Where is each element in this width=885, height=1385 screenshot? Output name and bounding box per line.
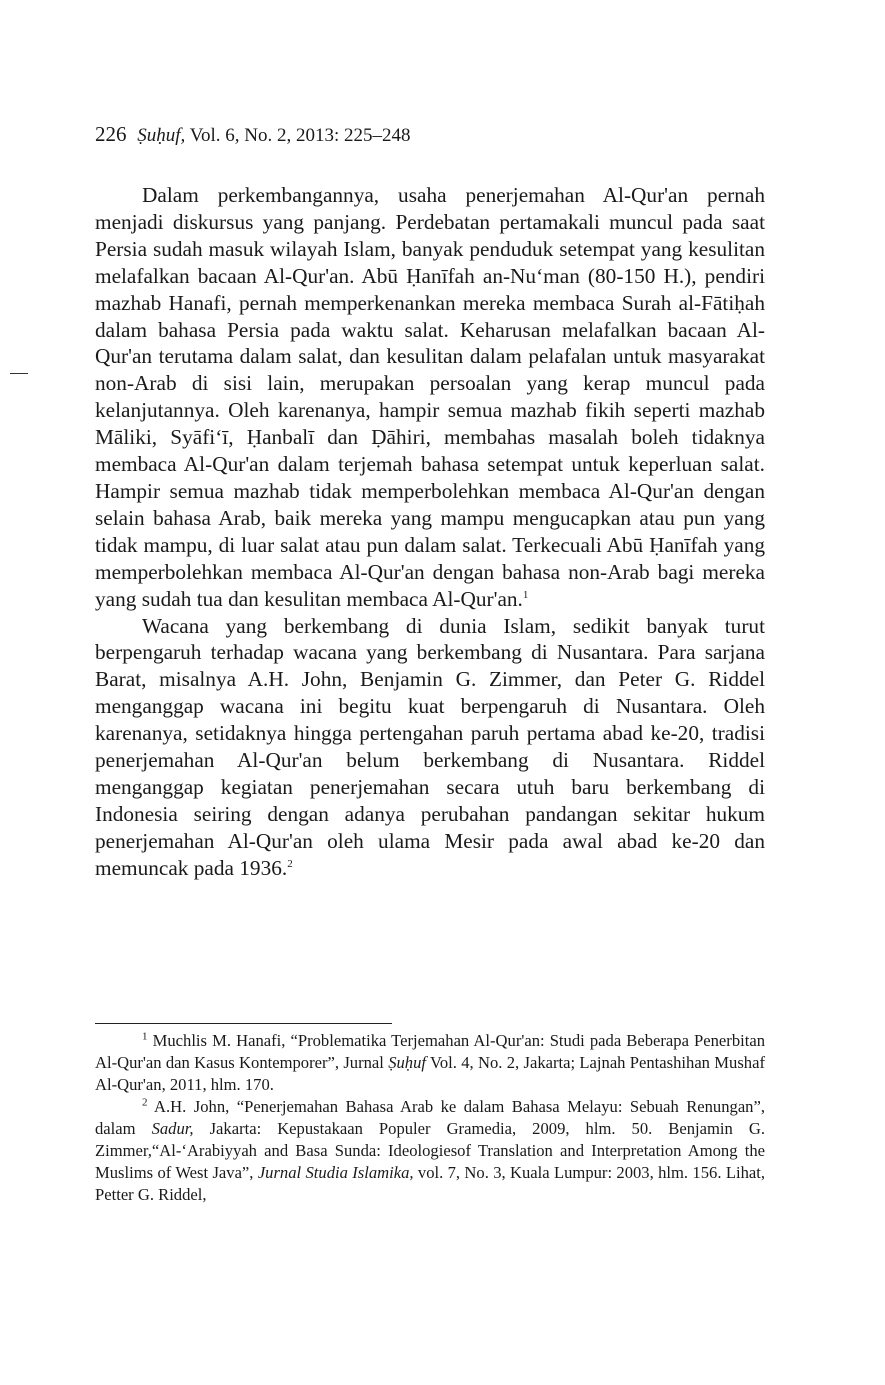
paragraph-2 — [95, 613, 765, 882]
journal-title: Ṣuḥuf, — [137, 125, 186, 146]
paragraph-2-text: Wacana yang berkembang di dunia Islam, sedikit banyak turut berpengaruh terhadap wacana yang berkembang di Nusantara. Para sarjana Barat, misalnya A.H. John, Benjamin G. Zimmer, dan Peter G. Riddel menganggap wacana ini begitu kuat berpengaruh di Nusantara. Oleh karenanya, setidaknya hingga pertengahan paruh pertama abad ke-20, tradisi penerjemahan Al-Qur'an belum berkembang di Nusantara. Riddel menganggap kegiatan penerjemahan secara utuh baru berkembang di Indonesia seiring dengan adanya perubahan pandangan sekitar hukum penerjemahan Al-Qur'an oleh ulama Mesir pada awal abad ke-20 dan memuncak pada 1936. — [95, 613, 765, 880]
footnote-separator — [95, 1023, 392, 1024]
footnote-ref-2: 2 — [287, 857, 293, 870]
paragraph-1-text: Dalam perkembangannya, usaha penerjemahan Al-Qur'an pernah menjadi diskursus yang panjang. Perdebatan pertamakali muncul pada saat Persia sudah masuk wilayah Islam, banyak penduduk setempat yang kesulitan melafalkan bacaan Al-Qur'an. Abū Ḥanīfah an-Nu‘man (80-150 H.), pendiri mazhab Hanafi, pernah memperkenankan mereka membaca Surah al-Fātiḥah dalam bahasa Persia pada waktu salat. Keharusan melafalkan bacaan Al-Qur'an terutama dalam salat, dan kesulitan dalam pelafalan untuk masyarakat non-Arab di sisi lain, merupakan persoalan yang kerap muncul pada kelanjutannya. Oleh karenanya, hampir semua mazhab fikih seperti mazhab Māliki, Syāfi‘ī, Ḥanbalī dan Ḍāhiri, membahas masalah boleh tidaknya membaca Al-Qur'an dalam terjemah bahasa setempat untuk keperluan salat. Hampir semua mazhab tidak memperbolehkan membaca Al-Qur'an dengan selain bahasa Arab, baik mereka yang mampu mengucapkan atau pun yang tidak mampu, di luar salat atau pun dalam salat. Terkecuali Abū Ḥanīfah yang memperbolehkan membaca Al-Qur'an dengan bahasa non-Arab bagi mereka yang sudah tua dan kesulitan membaca Al-Qur'an. — [95, 183, 765, 611]
page-number: 226 — [95, 122, 127, 146]
issue-citation: Vol. 6, No. 2, 2013: 225–248 — [189, 125, 411, 146]
body-text — [95, 182, 765, 882]
footnote-1-journal: Ṣuḥuf — [388, 1053, 427, 1072]
footnote-2-text-a: A.H. John, “Penerjemahan Bahasa Arab ke dalam Bahasa Melayu: Sebuah Renungan”, dalam — [95, 1097, 765, 1138]
margin-mark — [10, 373, 28, 374]
footnote-2-text-b: Jakarta: Kepustakaan Populer Gramedia, 2009, hlm. 50. Benjamin G. Zimmer,“Al-‘Arabiyyah and Basa Sunda: Ideologiesof Translation and Interpretation Among the Muslims of West Java”, — [95, 1119, 765, 1182]
footnote-1-mark: 1 — [142, 1030, 148, 1043]
running-header — [95, 122, 411, 147]
footnote-2-journal: Jurnal Studia Islamika, — [257, 1163, 414, 1182]
footnote-2-book: Sadur, — [151, 1119, 194, 1138]
footnote-1-text-a: Muchlis M. Hanafi, “Problematika Terjemahan Al-Qur'an: Studi pada Beberapa Penerbitan Al-Qur'an dan Kasus Kontemporer”, Jurnal — [95, 1031, 765, 1072]
footnote-2-mark: 2 — [142, 1096, 148, 1109]
footnotes — [95, 1030, 765, 1206]
footnote-ref-1: 1 — [522, 588, 529, 601]
footnote-2-text-c: vol. 7, No. 3, Kuala Lumpur: 2003, hlm. 156. Lihat, Petter G. Riddel, — [95, 1163, 765, 1204]
footnote-1 — [95, 1030, 765, 1096]
paragraph-1 — [95, 182, 765, 613]
footnote-2 — [95, 1096, 765, 1206]
footnote-1-text-b: Vol. 4, No. 2, Jakarta; Lajnah Pentashihan Mushaf Al-Qur'an, 2011, hlm. 170. — [95, 1053, 765, 1094]
